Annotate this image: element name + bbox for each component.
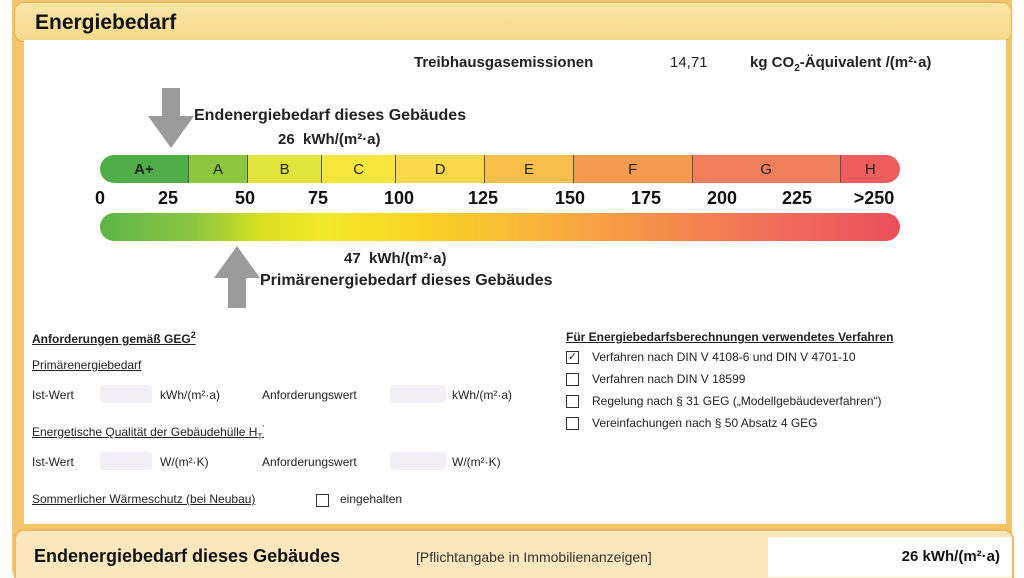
energy-class-b: B — [248, 155, 322, 183]
primary-requirement-title: Primärenergiebedarf — [32, 358, 142, 372]
envelope-title: Energetische Qualität der Gebäudehülle $H_T'$ — [32, 424, 264, 442]
energy-class-g: G — [693, 155, 841, 183]
energy-class-e: E — [485, 155, 574, 183]
energy-class-aplus: A+ — [100, 155, 189, 183]
method-checkbox[interactable] — [566, 373, 579, 386]
footer-title: Endenergiebedarf dieses Gebäudes — [34, 546, 341, 566]
envelope-ist-field — [100, 452, 152, 470]
emissions-label: Treibhausgasemissionen — [414, 54, 594, 71]
scale-tick: 225 — [781, 188, 813, 208]
energy-class-f: F — [574, 155, 693, 183]
energy-class-d: D — [396, 155, 485, 183]
end-energy-value: 26 kWh/(m²·a) — [278, 131, 381, 148]
end-energy-label: Endenergiebedarf dieses Gebäudes — [194, 107, 467, 124]
arrow-up-icon — [214, 246, 260, 308]
method-label: Verfahren nach DIN V 18599 — [592, 372, 746, 386]
scale-tick: 200 — [706, 188, 738, 208]
scale-tick: 100 — [383, 188, 415, 208]
emissions-value: 14,71 — [670, 54, 708, 71]
method-label: Regelung nach § 31 GEG („Modellgebäudeverfahren“) — [592, 394, 882, 408]
ist-value-field — [100, 385, 152, 403]
envelope-requirement-label: Anforderungswert — [262, 455, 357, 469]
energy-class-h: H — [841, 155, 900, 183]
scale-tick: 125 — [467, 188, 499, 208]
requirement-value-unit: kWh/(m²·a) — [452, 388, 512, 402]
header-bar — [14, 2, 1012, 42]
requirements-title: Anforderungen gemäß GEG$^2$ — [32, 330, 196, 346]
method-checkbox[interactable] — [566, 395, 579, 408]
summer-protection-label: Sommerlicher Wärmeschutz (bei Neubau) — [32, 492, 256, 506]
requirement-value-field — [390, 385, 446, 403]
footer-value: 26 kWh/(m²·a) — [901, 548, 1000, 565]
ist-value-label: Ist-Wert — [32, 388, 74, 402]
summer-protection-checkbox[interactable] — [316, 494, 329, 507]
scale-tick: >250 — [853, 188, 895, 208]
methods-title: Für Energiebedarfsberechnungen verwendetes Verfahren — [566, 330, 894, 344]
scale-tick: 75 — [307, 188, 329, 208]
energy-class-a: A — [189, 155, 248, 183]
energy-class-scale — [100, 155, 900, 183]
energy-class-c: C — [322, 155, 396, 183]
primary-energy-label: Primärenergiebedarf dieses Gebäudes — [260, 272, 553, 289]
method-label: Verfahren nach DIN V 4108-6 und DIN V 4701-10 — [592, 350, 856, 364]
ist-value-unit: kWh/(m²·a) — [160, 388, 220, 402]
primary-energy-value: 47 kWh/(m²·a) — [344, 250, 447, 267]
scale-tick: 50 — [234, 188, 256, 208]
scale-tick: 175 — [630, 188, 662, 208]
method-label: Vereinfachungen nach § 50 Absatz 4 GEG — [592, 416, 818, 430]
scale-tick: 25 — [157, 188, 179, 208]
scale-tick: 150 — [554, 188, 586, 208]
requirement-value-label: Anforderungswert — [262, 388, 357, 402]
summer-protection-check-label: eingehalten — [340, 492, 403, 506]
scale-tick: 0 — [94, 188, 106, 208]
gradient-scale — [100, 213, 900, 241]
footer-bar — [14, 529, 1014, 578]
envelope-requirement-unit: W/(m²·K) — [452, 455, 501, 469]
emissions-unit: kg $CO_2$-Äquivalent /(m²·a) — [750, 54, 932, 74]
envelope-ist-unit: W/(m²·K) — [160, 455, 209, 469]
envelope-requirement-field — [390, 452, 446, 470]
arrow-down-icon — [148, 88, 194, 150]
page-title: Energiebedarf — [35, 11, 177, 34]
envelope-ist-label: Ist-Wert — [32, 455, 74, 469]
footer-note: [Pflichtangabe in Immobilienanzeigen] — [416, 549, 652, 565]
method-checkbox[interactable] — [566, 417, 579, 430]
method-checkbox[interactable]: ✓ — [567, 351, 578, 363]
